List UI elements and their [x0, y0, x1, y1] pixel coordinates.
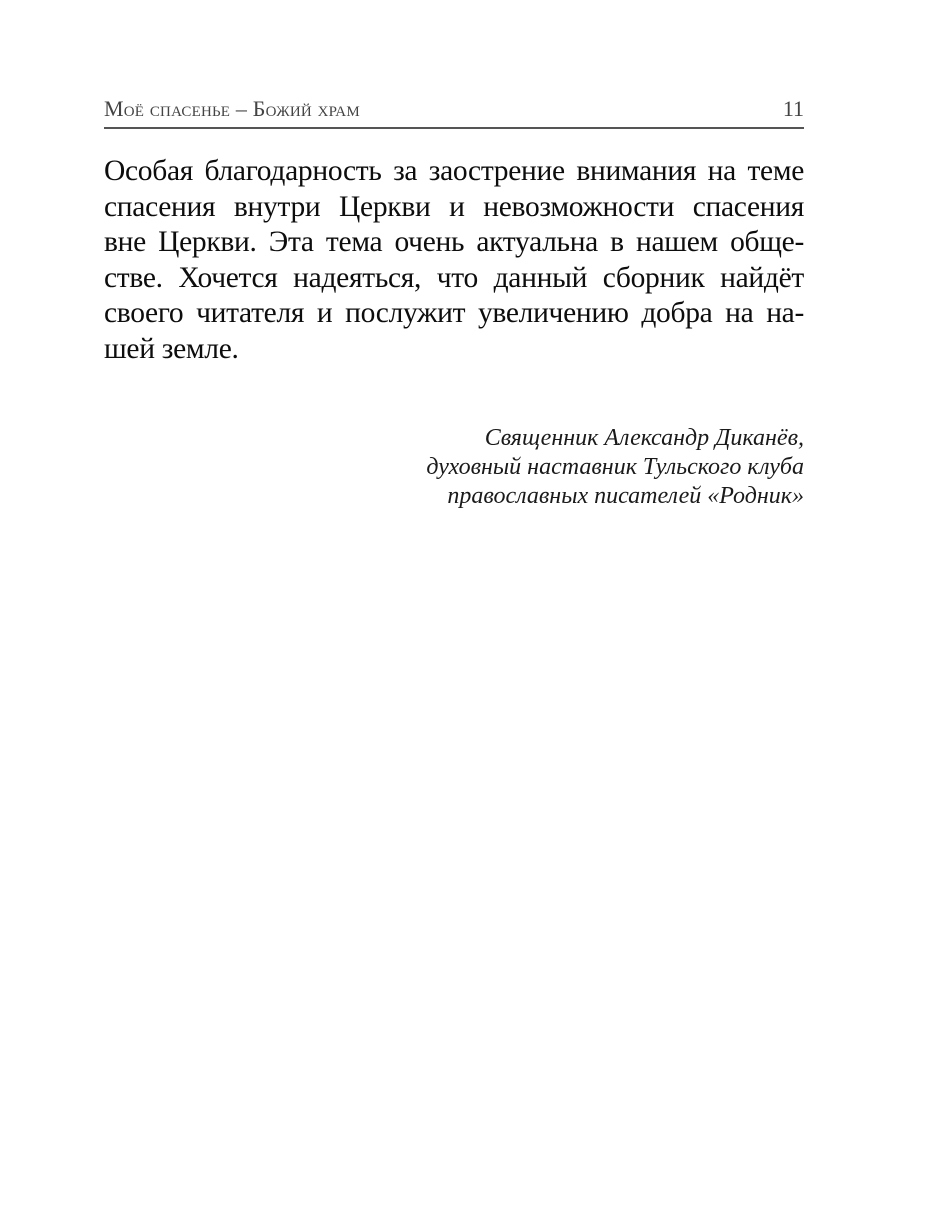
- signature-role: духовный наставник Тульского клуба: [426, 454, 804, 480]
- body-line: вне Церкви. Эта тема очень актуальна в нашем обще-: [104, 226, 804, 258]
- body-paragraph: [104, 154, 804, 367]
- body-line: Особая благодарность за заострение внимания на теме: [104, 155, 804, 187]
- author-signature: [304, 424, 804, 511]
- running-header: [104, 95, 804, 129]
- body-line: спасения внутри Церкви и невозможности спасения: [104, 190, 804, 223]
- page-number: 11: [782, 96, 804, 121]
- body-line: шей земле.: [104, 332, 239, 365]
- signature-organization: православных писателей «Родник»: [447, 483, 804, 509]
- body-line: стве. Хочется надеяться, что данный сборник найдёт: [104, 261, 804, 294]
- body-line: своего читателя и послужит увеличению добра на на-: [104, 297, 804, 329]
- signature-author-name: Священник Александр Диканёв,: [484, 425, 804, 451]
- running-title: Моё спасенье – Божий храм: [104, 96, 360, 121]
